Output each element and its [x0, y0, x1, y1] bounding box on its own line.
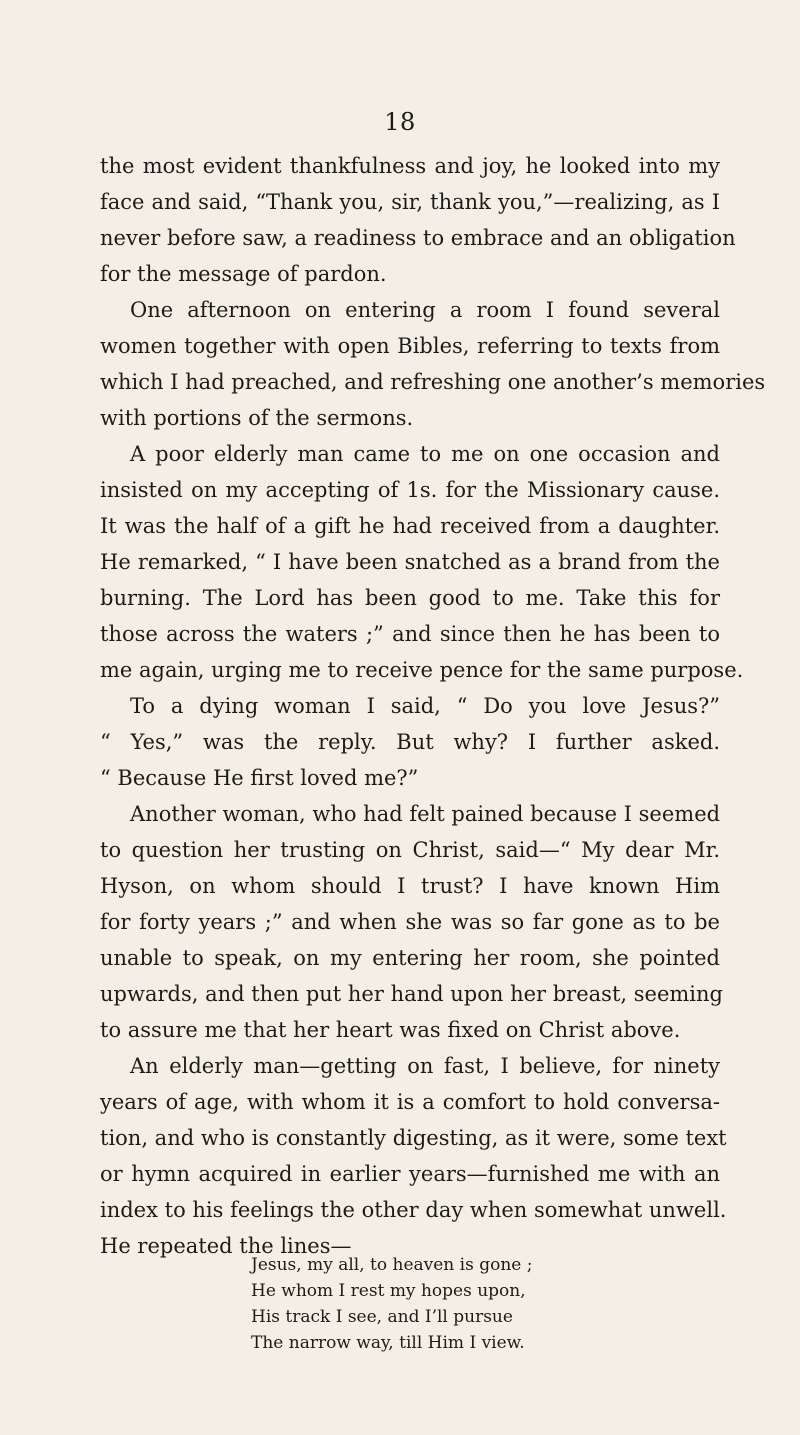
text-line: those across the waters ;” and since then he has been to [100, 622, 720, 646]
text-line: “ Yes,” was the reply. But why? I further asked. [100, 730, 720, 754]
text-line: Hyson, on whom should I trust? I have known Him [100, 874, 720, 898]
text-line: to assure me that her heart was fixed on Christ above. [100, 1018, 681, 1042]
text-line: face and said, “Thank you, sir, thank you,”—realizing, as I [100, 190, 720, 214]
paragraph-start-line: A poor elderly man came to me on one occasion and [130, 442, 720, 466]
text-line: index to his feelings the other day when somewhat unwell. [100, 1198, 727, 1222]
verse-line: Jesus, my all, to heaven is gone ; [251, 1255, 533, 1275]
verse-line: The narrow way, till Him I view. [251, 1333, 525, 1353]
text-line: “ Because He first loved me?” [100, 766, 419, 790]
text-line: which I had preached, and refreshing one another’s memories [100, 370, 766, 394]
paragraph-start-line: Another woman, who had felt pained because I seemed [130, 802, 721, 826]
text-line: with portions of the sermons. [100, 406, 414, 430]
text-line: insisted on my accepting of 1s. for the Missionary cause. [100, 478, 720, 502]
text-line: never before saw, a readiness to embrace and an obligation [100, 226, 736, 250]
text-line: It was the half of a gift he had received from a daughter. [100, 514, 720, 538]
paragraph-start-line: To a dying woman I said, “ Do you love Jesus?” [130, 694, 720, 718]
text-line: He repeated the lines— [100, 1234, 352, 1258]
page-number: 18 [384, 108, 416, 136]
text-line: burning. The Lord has been good to me. Take this for [100, 586, 720, 610]
text-line: me again, urging me to receive pence for the same purpose. [100, 658, 744, 682]
paragraph-start-line: An elderly man—getting on fast, I believe, for ninety [130, 1054, 720, 1078]
verse-line: He whom I rest my hopes upon, [251, 1281, 526, 1301]
text-line: women together with open Bibles, referring to texts from [100, 334, 720, 358]
text-line: the most evident thankfulness and joy, he looked into my [100, 154, 720, 178]
verse-line: His track I see, and I’ll pursue [251, 1307, 513, 1327]
text-line: unable to speak, on my entering her room, she pointed [100, 946, 720, 970]
text-line: for the message of pardon. [100, 262, 387, 286]
text-line: or hymn acquired in earlier years—furnished me with an [100, 1162, 720, 1186]
body-text [100, 148, 766, 1264]
text-line: tion, and who is constantly digesting, as it were, some text [100, 1126, 727, 1150]
text-line: He remarked, “ I have been snatched as a brand from the [100, 550, 720, 574]
text-line: upwards, and then put her hand upon her breast, seeming [100, 982, 723, 1006]
text-line: for forty years ;” and when she was so far gone as to be [100, 910, 720, 934]
hymn-verse [251, 1252, 731, 1356]
text-line: to question her trusting on Christ, said—“ My dear Mr. [100, 838, 720, 862]
text-line: years of age, with whom it is a comfort to hold conversa- [100, 1090, 720, 1114]
paragraph-start-line: One afternoon on entering a room I found several [130, 298, 720, 322]
